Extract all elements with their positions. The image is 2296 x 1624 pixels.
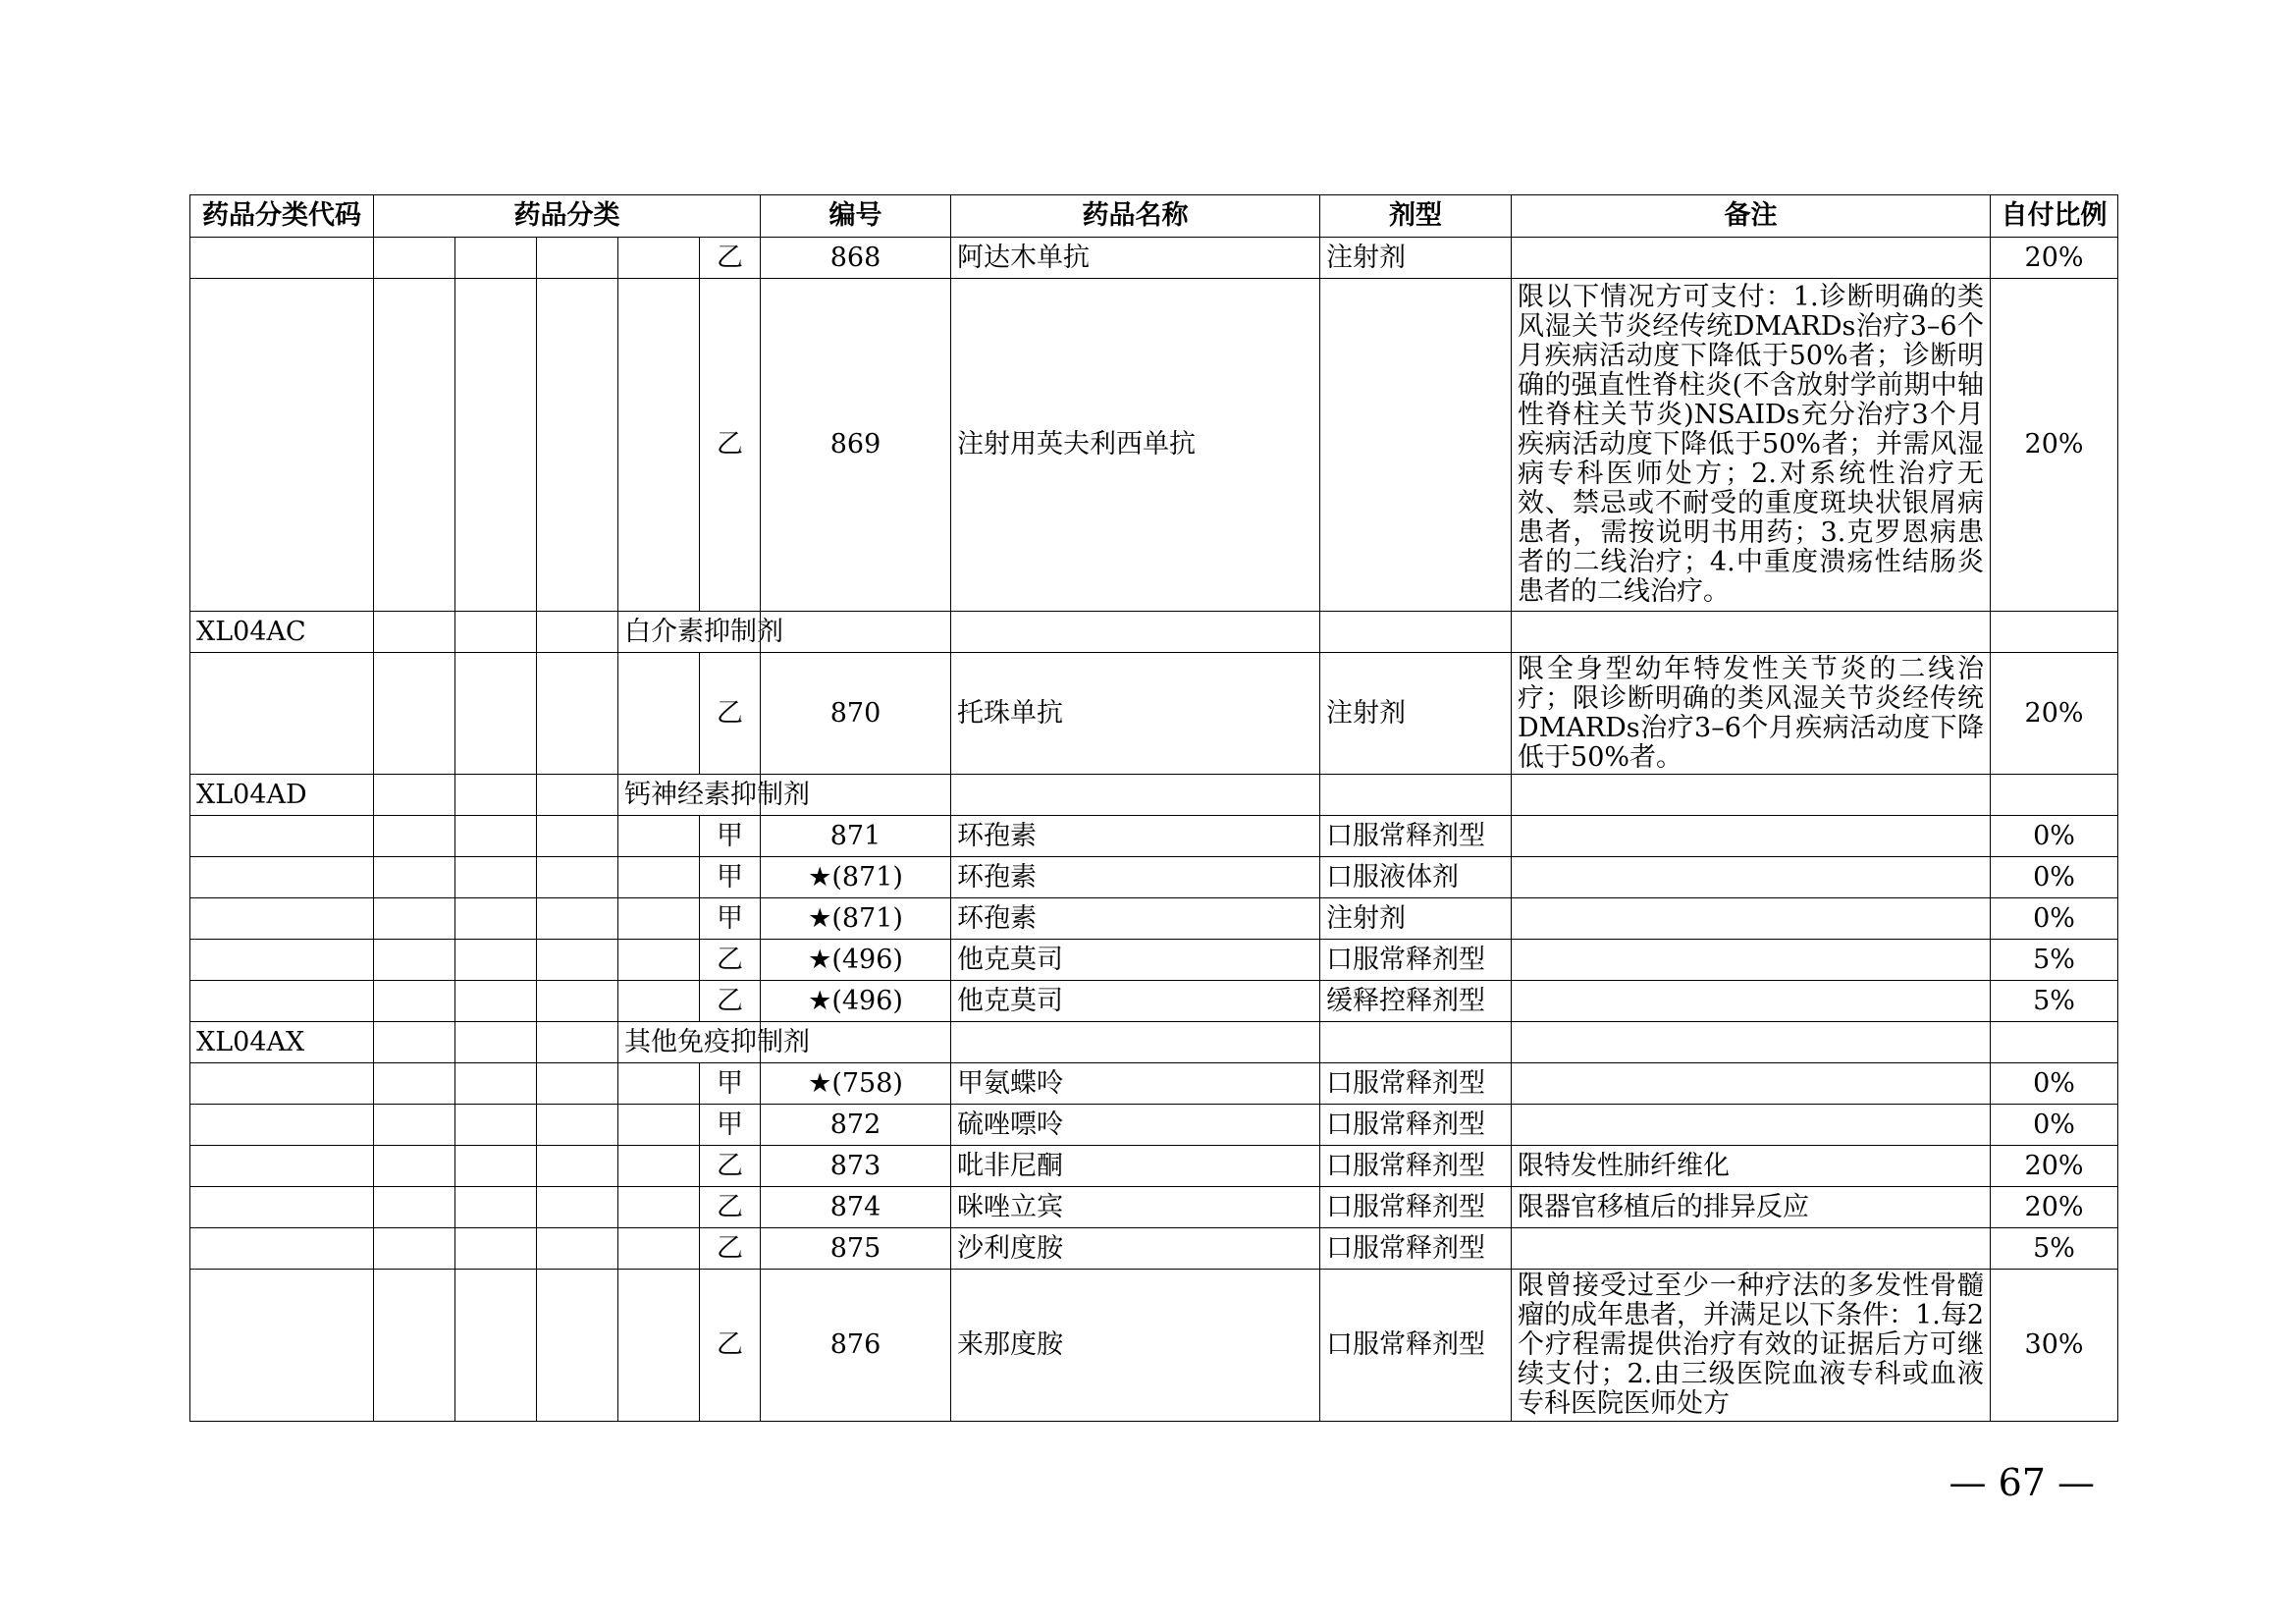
ratio-cell: 5% — [1991, 1228, 2118, 1270]
dosage-form-cell: 缓释控释剂型 — [1320, 981, 1512, 1022]
grade-cell: 甲 — [700, 898, 761, 940]
table-row — [190, 981, 2118, 1022]
number-cell: 869 — [761, 279, 951, 612]
table-row — [190, 653, 2118, 775]
note-cell: 限曾接受过至少一种疗法的多发性骨髓瘤的成年患者，并满足以下条件：1.每2个疗程需提供治疗有效的证据后方可继续支付；2.由三级医院血液专科或血液专科医院医师处方 — [1512, 1270, 1991, 1422]
dosage-form-cell: 注射剂 — [1320, 238, 1512, 279]
number-cell: 873 — [761, 1146, 951, 1187]
number-cell: ★(496) — [761, 981, 951, 1022]
table-row — [190, 1187, 2118, 1228]
drug-name-cell: 来那度胺 — [951, 1270, 1320, 1422]
table-row — [190, 1270, 2118, 1422]
number-cell: ★(496) — [761, 940, 951, 981]
ratio-cell: 0% — [1991, 1063, 2118, 1105]
drug-name-cell: 环孢素 — [951, 857, 1320, 898]
drug-name-cell: 咪唑立宾 — [951, 1187, 1320, 1228]
ratio-cell: 0% — [1991, 898, 2118, 940]
dosage-form-cell: 口服液体剂 — [1320, 857, 1512, 898]
grade-cell: 乙 — [700, 653, 761, 775]
header-number: 编号 — [761, 195, 951, 238]
grade-cell: 乙 — [700, 238, 761, 279]
grade-cell: 乙 — [700, 1187, 761, 1228]
category-code-cell: XL04AC — [190, 612, 374, 653]
drug-name-cell: 他克莫司 — [951, 981, 1320, 1022]
table-row — [190, 1228, 2118, 1270]
ratio-cell: 20% — [1991, 279, 2118, 612]
dosage-form-cell: 口服常释剂型 — [1320, 1228, 1512, 1270]
grade-cell: 甲 — [700, 1063, 761, 1105]
header-code: 药品分类代码 — [190, 195, 374, 238]
note-cell: 限器官移植后的排异反应 — [1512, 1187, 1991, 1228]
number-cell: 874 — [761, 1187, 951, 1228]
note-cell — [1512, 238, 1991, 279]
grade-cell: 乙 — [700, 279, 761, 612]
drug-name-cell: 环孢素 — [951, 816, 1320, 857]
ratio-cell: 5% — [1991, 940, 2118, 981]
ratio-cell: 20% — [1991, 1187, 2118, 1228]
note-cell: 限全身型幼年特发性关节炎的二线治疗；限诊断明确的类风湿关节炎经传统DMARDs治疗3–6个月疾病活动度下降低于50%者。 — [1512, 653, 1991, 775]
grade-cell: 乙 — [700, 981, 761, 1022]
table-row — [190, 238, 2118, 279]
drug-name-cell: 沙利度胺 — [951, 1228, 1320, 1270]
dosage-form-cell: 口服常释剂型 — [1320, 1105, 1512, 1146]
table-row — [190, 1146, 2118, 1187]
drug-name-cell: 注射用英夫利西单抗 — [951, 279, 1320, 612]
ratio-cell: 20% — [1991, 238, 2118, 279]
ratio-cell: 0% — [1991, 1105, 2118, 1146]
number-cell: ★(871) — [761, 857, 951, 898]
category-name-cell: 钙神经素抑制剂 — [618, 775, 761, 816]
table-row — [190, 857, 2118, 898]
drug-name-cell: 甲氨蝶呤 — [951, 1063, 1320, 1105]
table-row — [190, 940, 2118, 981]
header-category: 药品分类 — [374, 195, 761, 238]
grade-cell: 乙 — [700, 940, 761, 981]
header-note: 备注 — [1512, 195, 1991, 238]
grade-cell: 乙 — [700, 1146, 761, 1187]
number-cell: 868 — [761, 238, 951, 279]
table-row — [190, 816, 2118, 857]
drug-name-cell: 吡非尼酮 — [951, 1146, 1320, 1187]
note-cell — [1512, 1228, 1991, 1270]
header-ratio: 自付比例 — [1991, 195, 2118, 238]
drug-name-cell: 他克莫司 — [951, 940, 1320, 981]
note-cell — [1512, 981, 1991, 1022]
ratio-cell: 0% — [1991, 816, 2118, 857]
dosage-form-cell: 注射剂 — [1320, 898, 1512, 940]
number-cell: 870 — [761, 653, 951, 775]
dosage-form-cell: 注射剂 — [1320, 653, 1512, 775]
dosage-form-cell: 口服常释剂型 — [1320, 1146, 1512, 1187]
number-cell: 875 — [761, 1228, 951, 1270]
ratio-cell: 20% — [1991, 653, 2118, 775]
number-cell: 871 — [761, 816, 951, 857]
drug-name-cell: 硫唑嘌呤 — [951, 1105, 1320, 1146]
dosage-form-cell: 口服常释剂型 — [1320, 1270, 1512, 1422]
drug-name-cell: 环孢素 — [951, 898, 1320, 940]
note-cell — [1512, 1105, 1991, 1146]
dosage-form-cell: 口服常释剂型 — [1320, 940, 1512, 981]
ratio-cell: 0% — [1991, 857, 2118, 898]
drug-table — [189, 194, 2118, 1422]
dosage-form-cell: 口服常释剂型 — [1320, 816, 1512, 857]
category-code-cell: XL04AD — [190, 775, 374, 816]
note-cell — [1512, 816, 1991, 857]
header-name: 药品名称 — [951, 195, 1320, 238]
note-cell — [1512, 1063, 1991, 1105]
number-cell: 872 — [761, 1105, 951, 1146]
dosage-form-cell: 口服常释剂型 — [1320, 1187, 1512, 1228]
page-number: — 67 — — [1949, 1461, 2095, 1504]
grade-cell: 乙 — [700, 1270, 761, 1422]
header-form: 剂型 — [1320, 195, 1512, 238]
grade-cell: 乙 — [700, 1228, 761, 1270]
note-cell — [1512, 940, 1991, 981]
category-code-cell: XL04AX — [190, 1022, 374, 1063]
category-row — [190, 1022, 2118, 1063]
table-row — [190, 898, 2118, 940]
ratio-cell: 20% — [1991, 1146, 2118, 1187]
drug-name-cell: 托珠单抗 — [951, 653, 1320, 775]
number-cell: ★(871) — [761, 898, 951, 940]
number-cell: ★(758) — [761, 1063, 951, 1105]
table-row — [190, 279, 2118, 612]
note-cell: 限以下情况方可支付：1.诊断明确的类风湿关节炎经传统DMARDs治疗3–6个月疾病活动度下降低于50%者；诊断明确的强直性脊柱炎(不含放射学前期中轴性脊柱关节炎)NSAIDs充分治疗3个月疾病活动度下降低于50%者；并需风湿病专科医师处方；2.对系统性治疗无效、禁忌或不耐受的重度斑块状银屑病患者，需按说明书用药；3.克罗恩病患者的二线治疗；4.中重度溃疡性结肠炎患者的二线治疗。 — [1512, 279, 1991, 612]
category-row — [190, 775, 2118, 816]
note-cell: 限特发性肺纤维化 — [1512, 1146, 1991, 1187]
grade-cell: 甲 — [700, 1105, 761, 1146]
table-row — [190, 1105, 2118, 1146]
number-cell: 876 — [761, 1270, 951, 1422]
dosage-form-cell: 口服常释剂型 — [1320, 1063, 1512, 1105]
table-row — [190, 1063, 2118, 1105]
note-cell — [1512, 898, 1991, 940]
ratio-cell: 30% — [1991, 1270, 2118, 1422]
ratio-cell: 5% — [1991, 981, 2118, 1022]
grade-cell: 甲 — [700, 816, 761, 857]
table-header-row — [190, 195, 2118, 238]
category-name-cell: 其他免疫抑制剂 — [618, 1022, 761, 1063]
drug-name-cell: 阿达木单抗 — [951, 238, 1320, 279]
grade-cell: 甲 — [700, 857, 761, 898]
note-cell — [1512, 857, 1991, 898]
category-name-cell: 白介素抑制剂 — [618, 612, 761, 653]
category-row — [190, 612, 2118, 653]
dosage-form-cell — [1320, 279, 1512, 612]
